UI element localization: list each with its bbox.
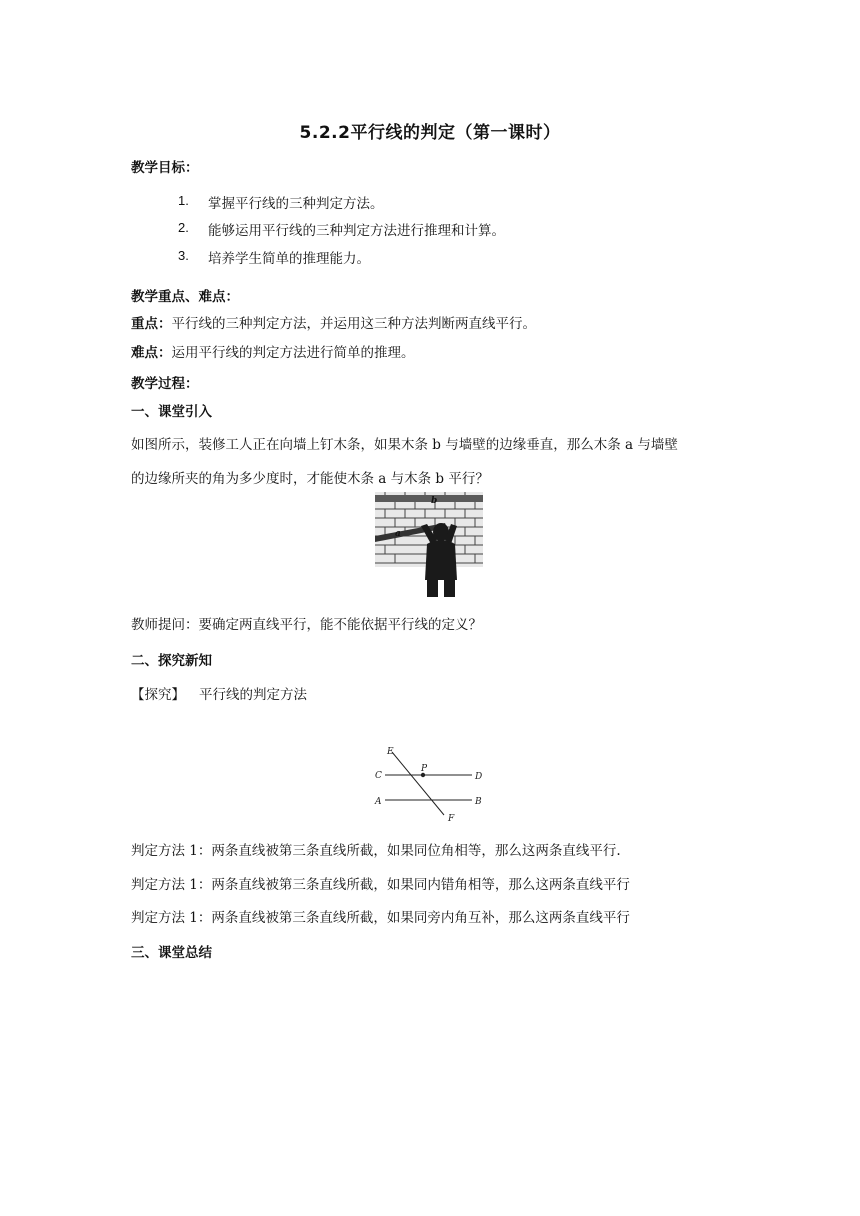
objective-item: 掌握平行线的三种判定方法。 [208,196,384,212]
method-line: 判定方法 1：两条直线被第三条直线所截，如果同旁内角互补，那么这两条直线平行 [131,910,630,926]
focus-line [131,312,536,332]
explore-line [131,683,307,703]
point-F-label: F [448,814,455,824]
intro-paragraph-line: 的边缘所夹的角为多少度时，才能使木条 a 与木条 b 平行？ [131,471,489,487]
objective-item: 培养学生简单的推理能力。 [208,251,370,267]
method-line: 判定方法 1：两条直线被第三条直线所截，如果同内错角相等，那么这两条直线平行 [131,877,630,893]
page-title: 5.2.2平行线的判定（第一课时） [299,123,561,143]
intro-paragraph-line: 如图所示，装修工人正在向墙上钉木条，如果木条 b 与墙壁的边缘垂直，那么木条 a 与墙壁 [131,437,678,453]
difficulty-line [131,341,415,361]
objective-number: 3. [178,248,189,263]
objective-item: 能够运用平行线的三种判定方法进行推理和计算。 [208,223,505,239]
explore-title: 平行线的判定方法 [199,687,307,703]
point-P-label: P [421,764,428,774]
teacher-question: 教师提问：要确定两直线平行，能不能依据平行线的定义？ [131,617,482,633]
keypoints-heading: 教学重点、难点： [131,289,239,305]
process-heading: 教学过程： [131,376,199,392]
difficulty-label: 难点： [131,345,172,361]
method-line: 判定方法 1：两条直线被第三条直线所截，如果同位角相等，那么这两条直线平行. [131,843,621,859]
focus-text: 平行线的三种判定方法，并运用这三种方法判断两直线平行。 [171,316,536,332]
strip-a-label: a [395,529,401,539]
objective-number: 1. [178,193,189,208]
objective-number: 2. [178,220,189,235]
objectives-heading: 教学目标： [131,160,199,176]
section-intro-heading: 一、课堂引入 [131,404,212,420]
point-E-label: E [387,747,394,757]
parallel-lines-diagram [368,742,488,824]
strip-b-label: b [431,496,438,506]
section-summary-heading: 三、课堂总结 [131,945,212,961]
difficulty-text: 运用平行线的判定方法进行简单的推理。 [171,345,415,361]
point-A-label: A [375,797,382,807]
point-B-label: B [475,797,482,807]
focus-label: 重点： [131,316,172,332]
section-explore-heading: 二、探究新知 [131,653,212,669]
worker-wall-photo [375,492,483,599]
point-C-label: C [375,771,382,781]
explore-tag: 【探究】 [131,687,185,703]
point-D-label: D [475,772,483,782]
